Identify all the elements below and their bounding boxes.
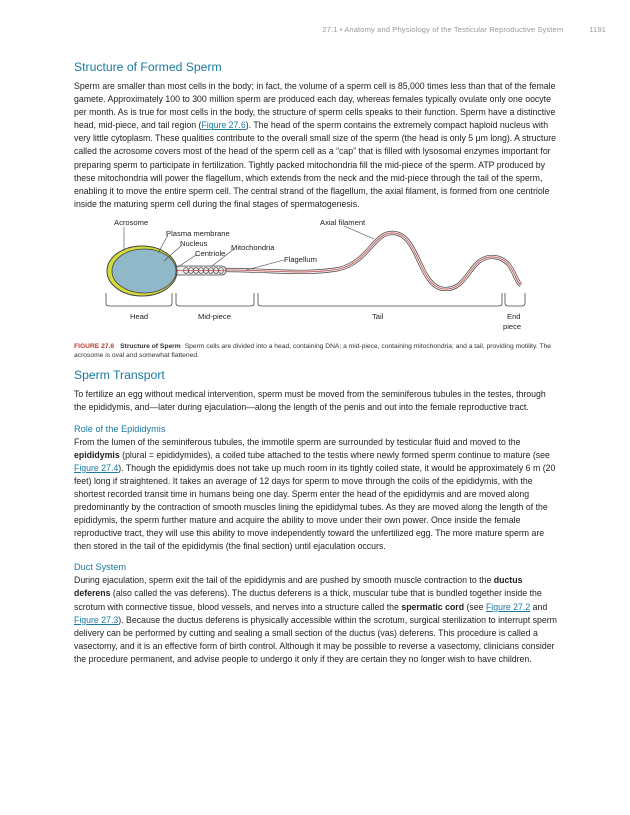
paragraph-duct-system: During ejaculation, sperm exit the tail of the epididymis and are pushed by smooth muscle contraction to the ductus deferens (also called the vas deferens). The ductus deferens is a thick, muscular tube that is bundled together inside the scrotum with connective tissue, blood vessels, and nerves into a structure called the spermatic cord (see Figure 27.2 and Figure 27.3). Because the ductus deferens is physically accessible within the scrotum, surgical sterilization to interrupt sperm delivery can be performed by cutting and sealing a small section of the ductus (vas) deferens. This procedure is called a vasectomy, and it is an effective form of birth control. Although it may be possible to reverse a vasectomy, clinicians consider the procedure permanent, and advise people to undergo it only if they are certain they no longer wish to have children. (74, 575, 557, 664)
section-title-structure: Structure of Formed Sperm (74, 60, 222, 74)
page-number: 1191 (589, 25, 606, 34)
subsection-title-duct-system: Duct System (74, 562, 127, 573)
label-head: Head (130, 311, 149, 321)
figure-caption-text: Sperm cells are divided into a head, containing DNA; a mid-piece, containing mitochondria; and a tail, providing motility. The acrosome is oval and somewhat flattened. (74, 342, 551, 360)
region-brackets (106, 293, 525, 306)
label-plasma-membrane: Plasma membrane (166, 228, 230, 238)
label-centriole: Centriole (195, 248, 226, 258)
label-acrosome: Acrosome (114, 217, 149, 227)
link-figure-27-4[interactable]: Figure 27.4 (74, 462, 119, 473)
label-mid-piece: Mid-piece (198, 311, 231, 321)
figure-title: Structure of Sperm (120, 342, 181, 350)
label-tail: Tail (372, 311, 384, 321)
page-content (74, 60, 558, 666)
figure-number: FIGURE 27.6 (74, 342, 115, 350)
label-end-piece-line2: piece (503, 321, 522, 331)
subsection-title-epididymis: Role of the Epididymis (74, 423, 166, 434)
nucleus-shape (112, 249, 176, 293)
label-axial-filament: Axial filament (320, 217, 366, 227)
paragraph-transport: To fertilize an egg without medical intervention, sperm must be moved from the seminiferous tubules in the testes, through the epididymis, and—later during ejaculation—along the length of the penis and out into the female reproductive tract. (74, 389, 546, 413)
figure-caption (74, 342, 558, 360)
figure-sperm-structure (74, 217, 558, 360)
running-title: 27.1 • Anatomy and Physiology of the Testicular Reproductive System (322, 25, 564, 34)
running-header (322, 25, 606, 34)
link-figure-27-6[interactable]: Figure 27.6 (201, 120, 246, 131)
sperm-diagram (74, 217, 558, 335)
link-figure-27-2[interactable]: Figure 27.2 (485, 601, 531, 612)
link-figure-27-3[interactable]: Figure 27.3 (74, 614, 119, 625)
paragraph-epididymis: From the lumen of the seminiferous tubules, the immotile sperm are surrounded by testicular fluid and moved to the epididymis (plural = epididymides), a coiled tube attached to the testis where newly formed sperm continue to mature (see Figure 27.4). Though the epididymis does not take up much room in its tightly coiled state, it would be approximately 6 m (20 feet) long if straightened. It takes an average of 12 days for sperm to move through the coils of the epididymis, with the shortest recorded transit time in humans being one day. Sperm enter the head of the epididymis and are moved along predominantly by the contraction of smooth muscles lining the epididymal tubes. As they are moved along the length of the epididymis, the sperm further mature and acquire the ability to move under their own power. Once inside the female reproductive tract, they will use this ability to move independently toward the unfertilized egg. The more mature sperm are then stored in the tail of the epididymis (the final section) until ejaculation occurs. (74, 436, 556, 552)
label-flagellum: Flagellum (284, 254, 317, 264)
label-mitochondria: Mitochondria (231, 242, 275, 252)
flagellum-outer (224, 233, 521, 289)
label-nucleus: Nucleus (180, 238, 208, 248)
label-end-piece-line1: End (507, 311, 521, 321)
section-title-transport: Sperm Transport (74, 368, 165, 383)
paragraph-structure: Sperm are smaller than most cells in the body; in fact, the volume of a sperm cell is 85,000 times less than that of the female gamete. Approximately 100 to 300 million sperm are produced each day, whereas females typically ovulate only one oocyte per month. As is true for most cells in the body, the structure of sperm cells speaks to their function. Sperm have a distinctive head, mid-piece, and tail region (Figure 27.6). The head of the sperm contains the extremely compact haploid nucleus with very little cytoplasm. These qualities contribute to the overall small size of the sperm (the head is only 5 μm long). A structure called the acrosome covers most of the head of the sperm cell as a “cap” that is filled with lysosomal enzymes important for preparing sperm to participate in fertilization. Tightly packed mitochondria fill the mid-piece of the sperm. ATP produced by these mitochondria will power the flagellum, which extends from the neck and the mid-piece through the tail of the sperm, enabling it to move the entire sperm cell. The central strand of the flagellum, the axial filament, is formed from one centriole inside the maturing sperm cell during the final stages of spermatogenesis. (74, 81, 556, 209)
